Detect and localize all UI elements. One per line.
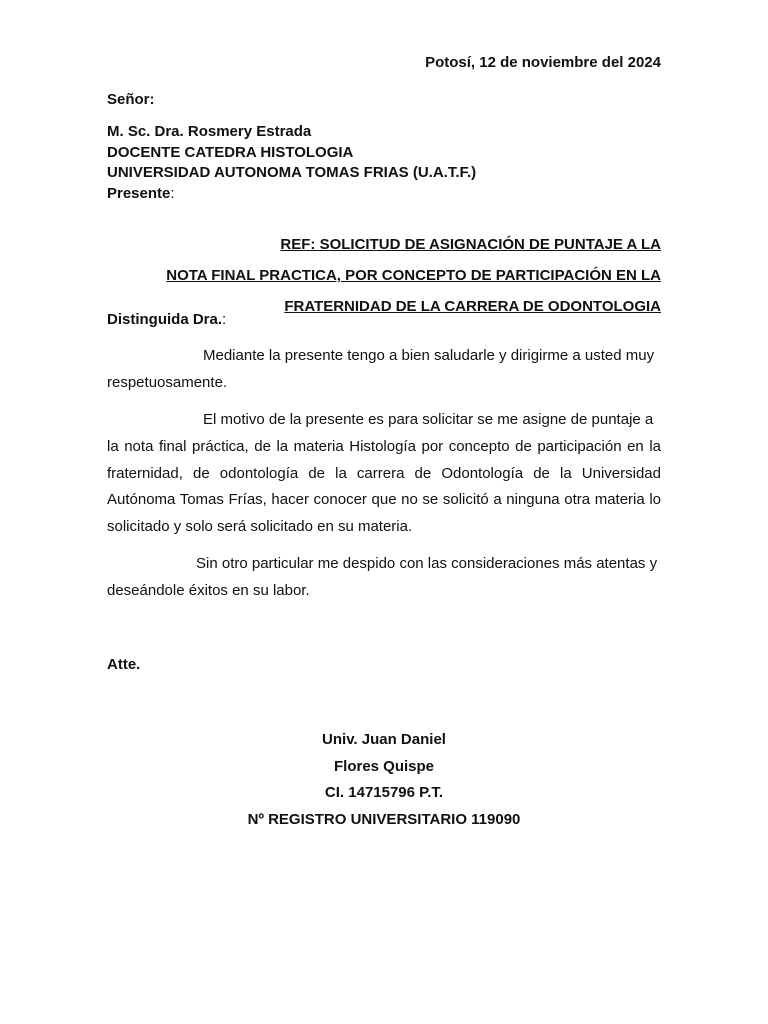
letter-page bbox=[107, 0, 661, 1024]
presente-label: Presente bbox=[107, 184, 171, 202]
addressee-position: DOCENTE CATEDRA HISTOLOGIA bbox=[107, 143, 354, 161]
paragraph-3-line-1: Sin otro particular me despido con las consideraciones más atentas y bbox=[196, 555, 658, 572]
paragraph-1 bbox=[107, 343, 661, 397]
addressee-name: M. Sc. Dra. Rosmery Estrada bbox=[107, 123, 312, 140]
paragraph-2-line-3: fraternidad, de odontología de la carrera de Odontología de la Universidad bbox=[107, 464, 661, 482]
paragraph-1-line-2: respetuosamente. bbox=[107, 373, 228, 391]
paragraph-2-line-5: solicitado y solo será solicitado en su materia. bbox=[107, 518, 413, 536]
signature-line-2: Flores Quispe bbox=[333, 757, 435, 775]
greeting-colon: : bbox=[222, 311, 227, 328]
closing: Atte. bbox=[107, 656, 141, 673]
reference-block bbox=[141, 229, 661, 322]
paragraph-1-line-1: Mediante la presente tengo a bien saludarle y dirigirme a usted muy bbox=[203, 347, 655, 364]
letter-date: Potosí, 12 de noviembre del 2024 bbox=[425, 54, 661, 71]
paragraph-2 bbox=[107, 407, 661, 541]
paragraph-2-line-4: Autónoma Tomas Frías, hacer conocer que no se solicitó a ninguna otra materia lo bbox=[107, 491, 661, 509]
signature-line-3: CI. 14715796 P.T. bbox=[324, 784, 444, 802]
presente-line bbox=[107, 184, 476, 205]
paragraph-2-line-1: El motivo de la presente es para solicitar se me asigne de puntaje a bbox=[203, 411, 654, 428]
presente-colon: : bbox=[170, 184, 175, 202]
greeting bbox=[107, 311, 226, 328]
greeting-label: Distinguida Dra. bbox=[107, 311, 223, 328]
salutation: Señor: bbox=[107, 91, 155, 108]
signature-line-1: Univ. Juan Daniel bbox=[322, 731, 446, 748]
reference-line-1: REF: SOLICITUD DE ASIGNACIÓN DE PUNTAJE A LA bbox=[280, 236, 661, 253]
addressee-institution: UNIVERSIDAD AUTONOMA TOMAS FRIAS (U.A.T.F.) bbox=[107, 164, 477, 181]
paragraph-3 bbox=[107, 551, 661, 605]
paragraph-3-line-2: deseándole éxitos en su labor. bbox=[107, 581, 310, 599]
addressee-block bbox=[107, 122, 476, 204]
reference-line-3: FRATERNIDAD DE LA CARRERA DE ODONTOLOGIA bbox=[284, 298, 661, 315]
reference-line-2: NOTA FINAL PRACTICA, POR CONCEPTO DE PARTICIPACIÓN EN LA bbox=[166, 267, 661, 284]
signature-block bbox=[107, 727, 661, 833]
paragraph-2-line-2: la nota final práctica, de la materia Histología por concepto de participación en la bbox=[107, 437, 661, 455]
signature-line-4: Nº REGISTRO UNIVERSITARIO 119090 bbox=[247, 810, 521, 828]
